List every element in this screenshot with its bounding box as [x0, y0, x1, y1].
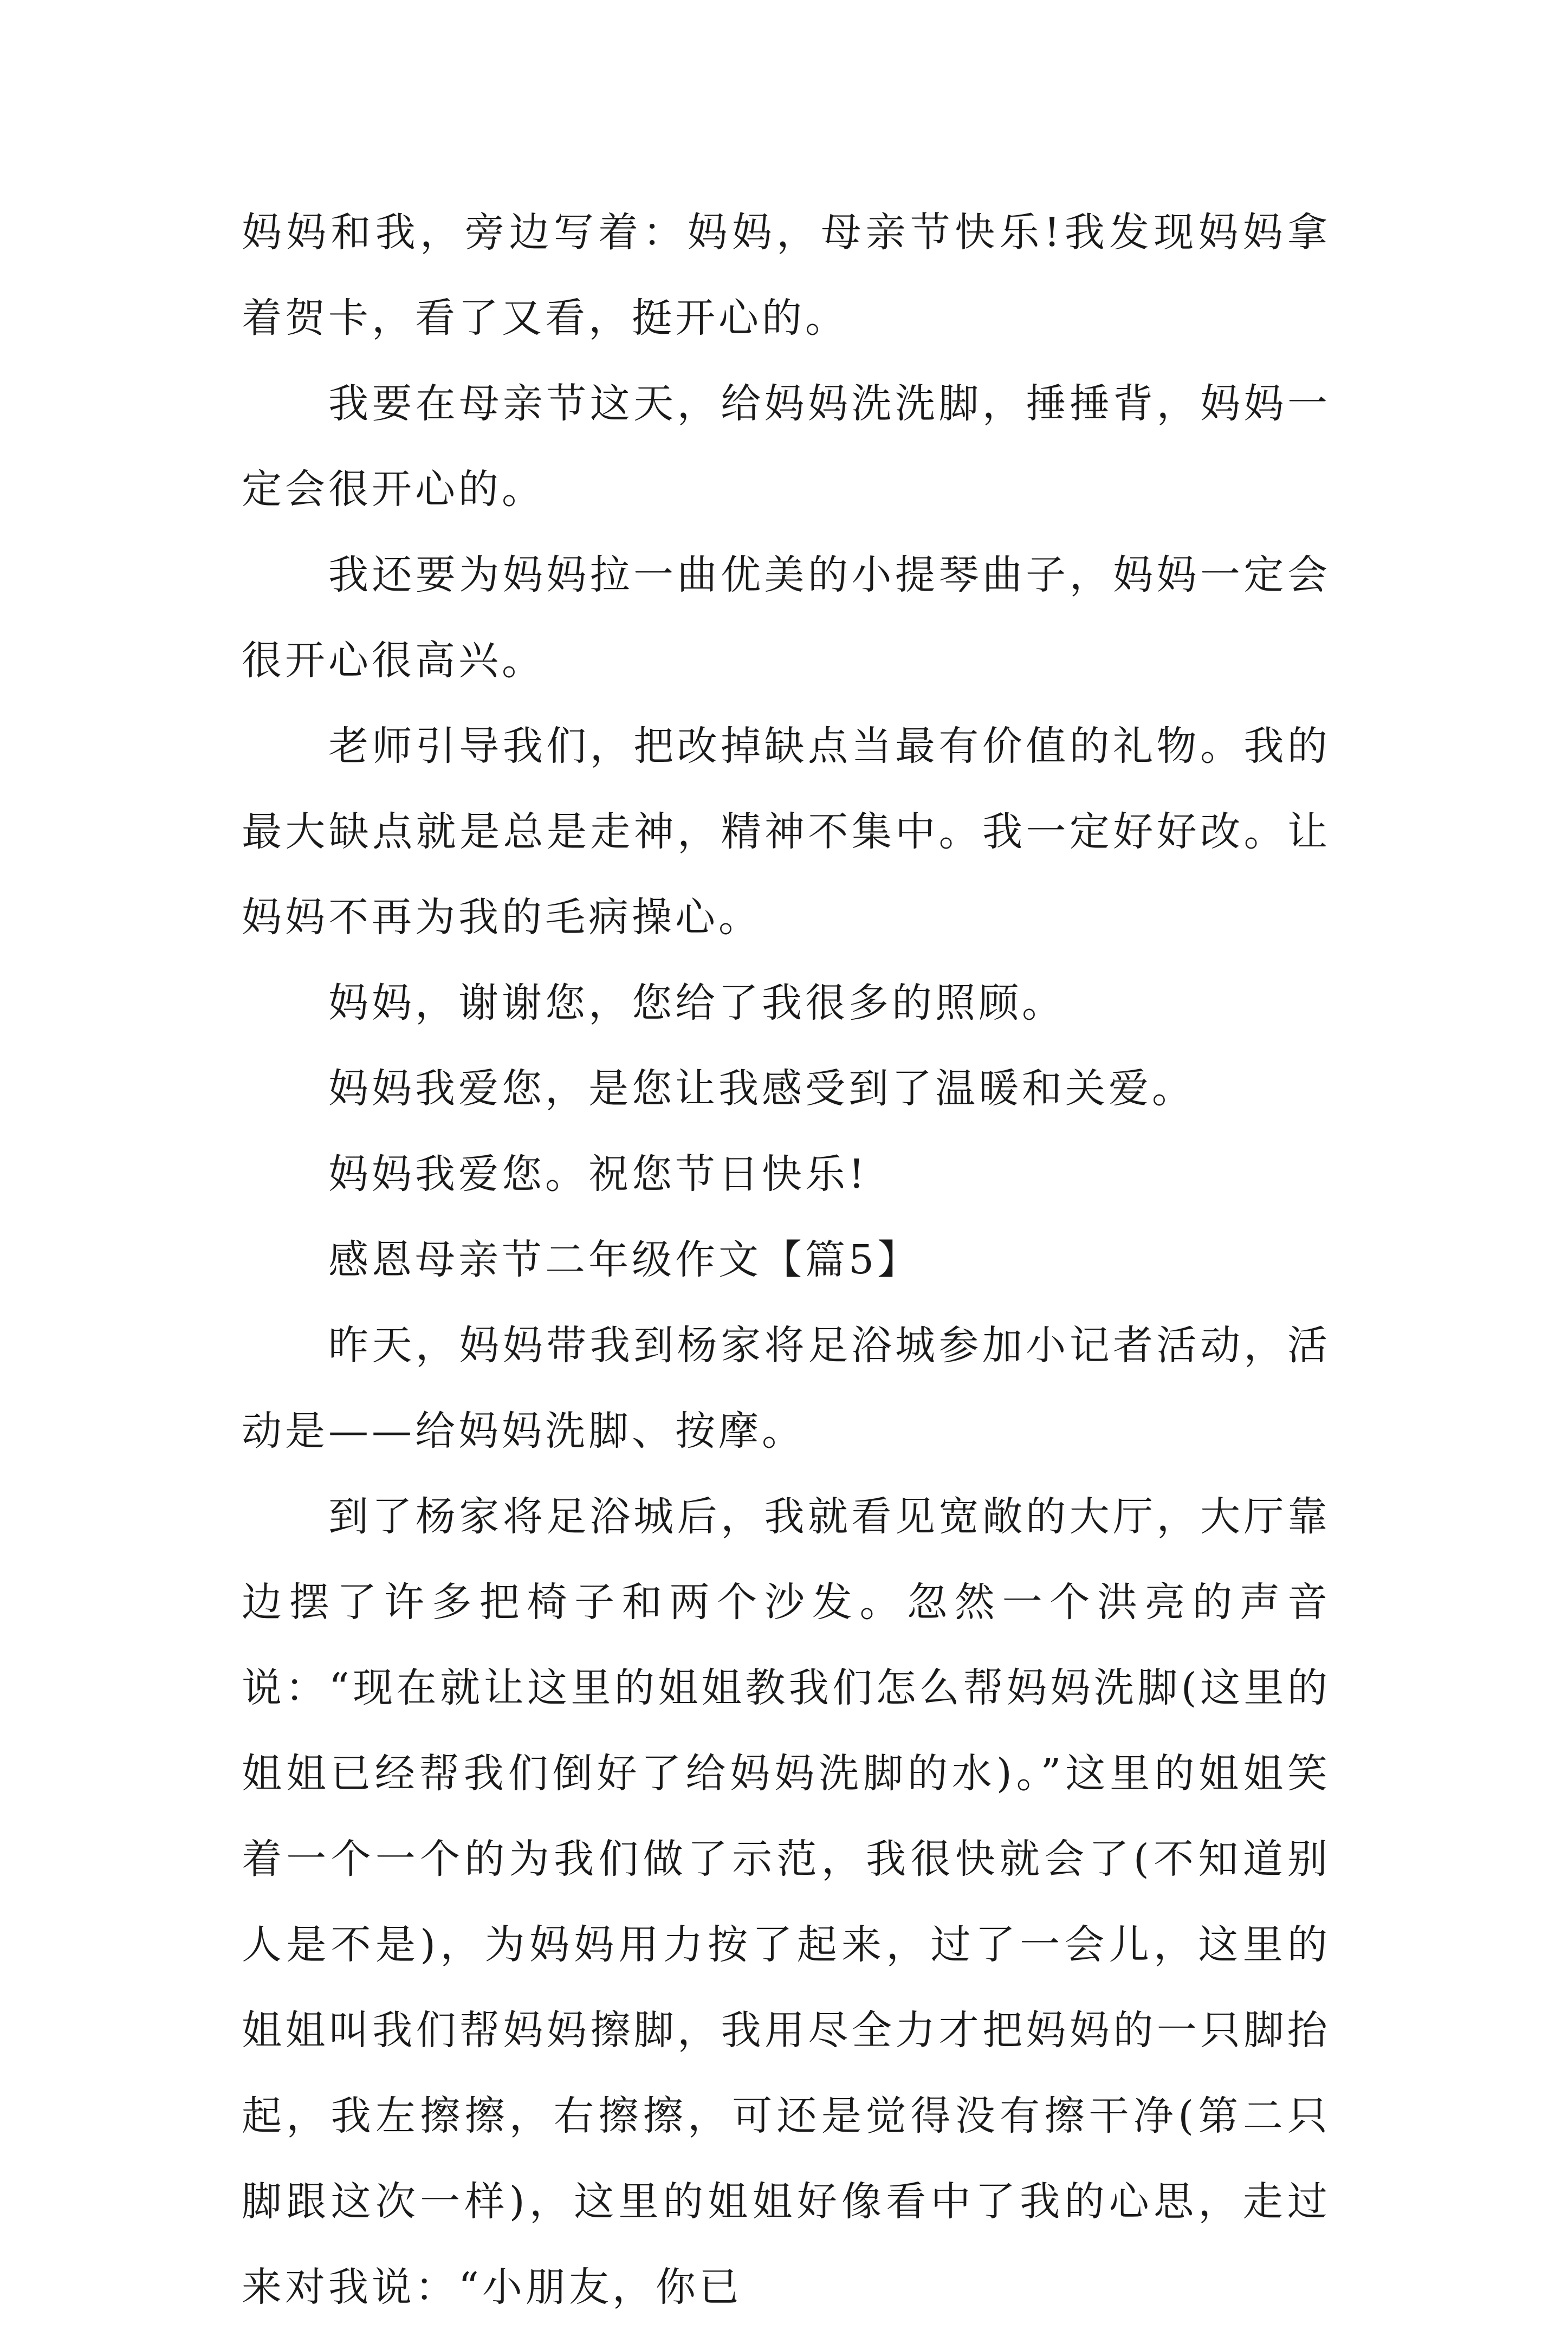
section-heading: 感恩母亲节二年级作文【篇5】: [328, 1237, 921, 1283]
paragraph: 老师引导我们，把改掉缺点当最有价值的礼物。我的最大缺点就是总是走神，精神不集中。我一定好好改。让妈妈不再为我的毛病操心。: [242, 723, 1331, 941]
paragraph: 昨天，妈妈带我到杨家将足浴城参加小记者活动，活动是——给妈妈洗脚、按摩。: [242, 1322, 1331, 1454]
essay-body: [242, 190, 1331, 2330]
paragraph-continuation: 妈妈和我，旁边写着：妈妈，母亲节快乐!我发现妈妈拿着贺卡，看了又看，挺开心的。: [242, 209, 1331, 341]
paragraph: 我还要为妈妈拉一曲优美的小提琴曲子，妈妈一定会很开心很高兴。: [242, 552, 1331, 684]
paragraph: 妈妈我爱您。祝您节日快乐!: [328, 1151, 868, 1198]
paragraph: 我要在母亲节这天，给妈妈洗洗脚，捶捶背，妈妈一定会很开心的。: [242, 380, 1331, 513]
paragraph: 妈妈我爱您，是您让我感受到了温暖和关爱。: [328, 1065, 1195, 1112]
paragraph: 妈妈，谢谢您，您给了我很多的照顾。: [328, 980, 1065, 1026]
paragraph: 到了杨家将足浴城后，我就看见宽敞的大厅，大厅靠边摆了许多把椅子和两个沙发。忽然一个洪亮的声音说：“现在就让这里的姐姐教我们怎么帮妈妈洗脚(这里的姐姐已经帮我们倒好了给妈妈洗脚的水)。”这里的姐姐笑着一个一个的为我们做了示范，我很快就会了(不知道别人是不是)，为妈妈用力按了起来，过了一会儿，这里的姐姐叫我们帮妈妈擦脚，我用尽全力才把妈妈的一只脚抬起，我左擦擦，右擦擦，可还是觉得没有擦干净(第二只脚跟这次一样)，这里的姐姐好像看中了我的心思，走过来对我说：“小朋友，你已: [242, 1493, 1331, 2310]
